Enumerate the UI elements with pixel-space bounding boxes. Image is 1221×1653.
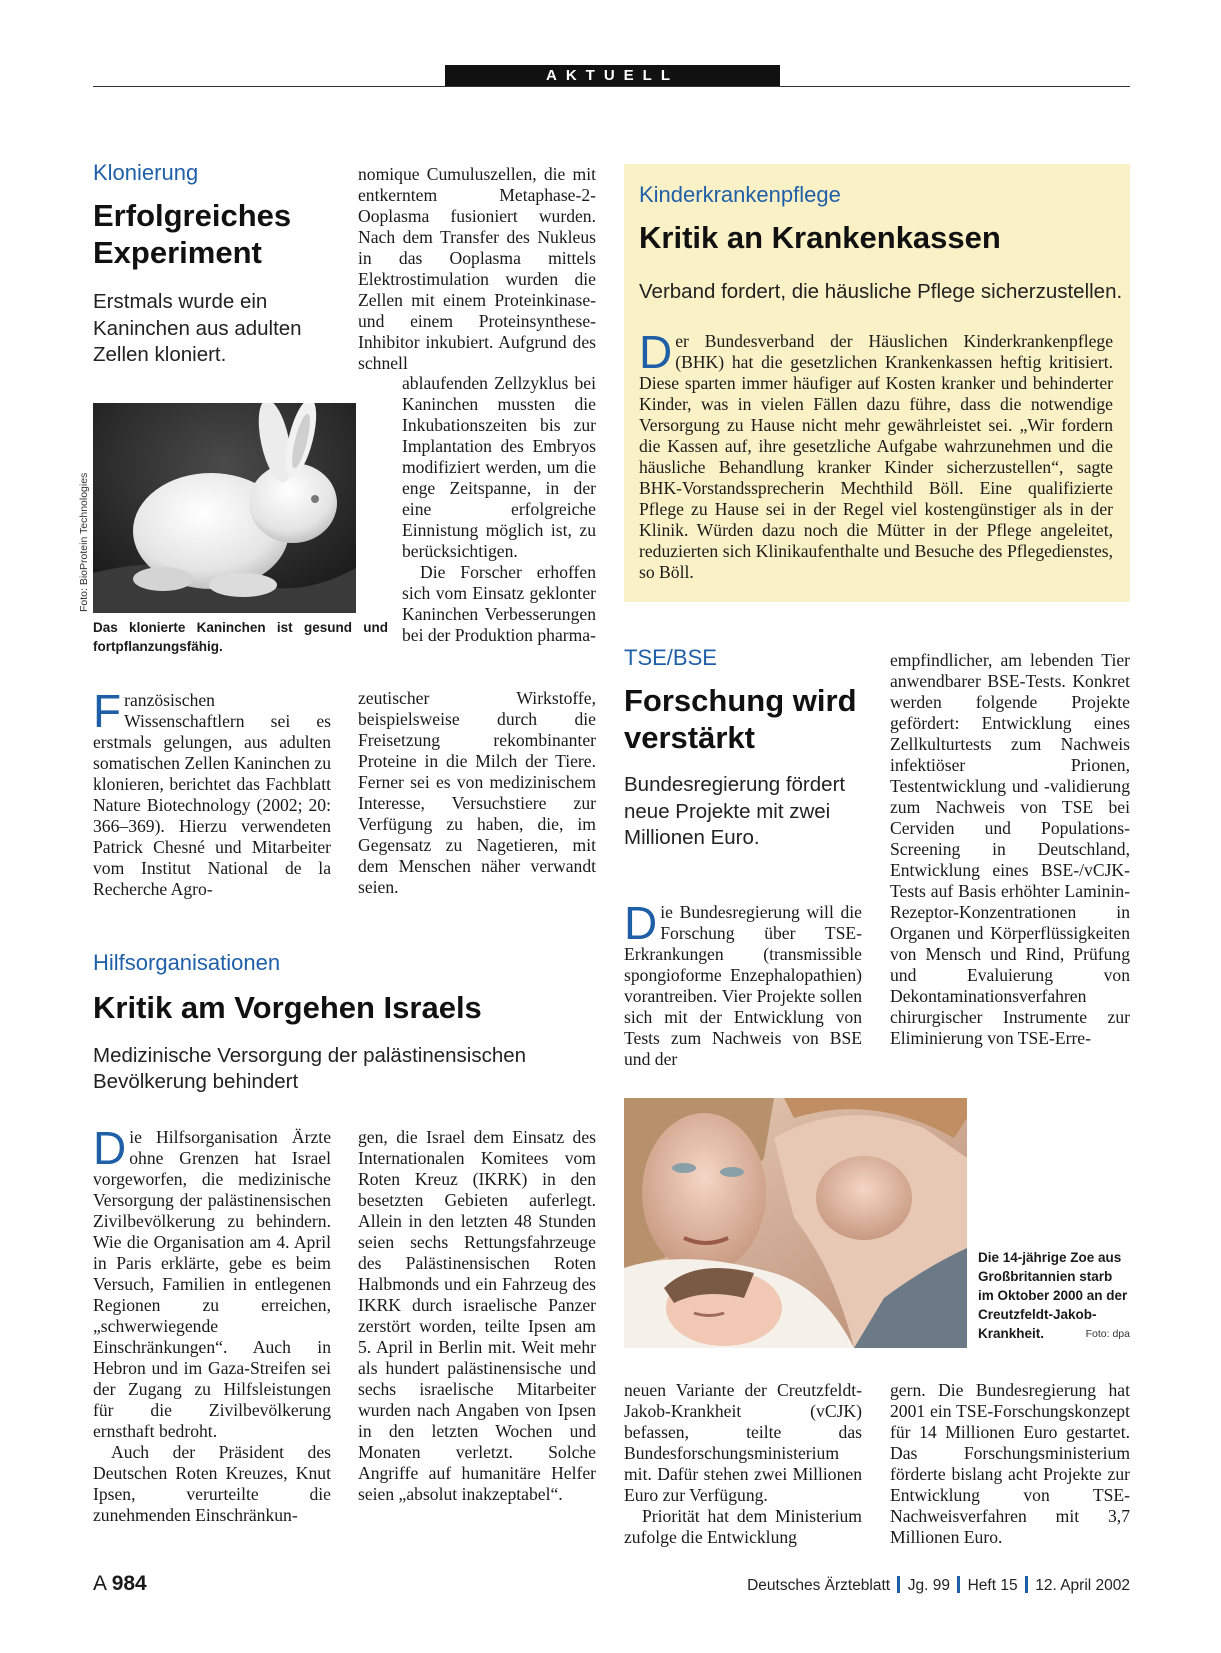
article-title-line: Erfolgreiches — [93, 198, 292, 233]
zoe-caption: Die 14-jährige Zoe aus Großbritannien starb im Oktober 2000 an der Creutzfeldt-Jakob-Krankheit. — [978, 1250, 1128, 1341]
body-text: Priorität hat dem Ministerium zufolge die Entwicklung — [624, 1506, 862, 1547]
footer-date: 12. April 2002 — [1035, 1577, 1130, 1594]
body-text: ie Hilfsorganisation Ärzte ohne Grenzen hat Israel vorgeworfen, die medizinische Versorgung der palästinensischen Zivilbevölkerung zu behindern. Wie die Organisation am 4. April in Paris erklärte, gebe es beim Versuch, Familien in entlegenen Regionen zu erreichen, „schwerwiegende Einschränkungen“. Auch in Hebron und im Gaza-Streifen sei der Zugang zu Hilfsleistungen für die Zivilbevölkerung ernsthaft bedroht. — [93, 1127, 331, 1441]
dropcap: F — [93, 685, 122, 737]
photo-credit-text: Foto: BioProtein Technologies — [78, 472, 90, 612]
zoe-photo — [624, 1098, 967, 1348]
article-title: Kritik am Vorgehen Israels — [93, 990, 482, 1025]
page-number-value: 984 — [111, 1572, 147, 1595]
footer-citation — [747, 1576, 1130, 1595]
article-kicker: Klonierung — [93, 160, 199, 185]
article-klonierung-col1 — [93, 685, 331, 900]
article-deck: Erstmals wurde ein Kaninchen aus adulten Zellen kloniert. — [93, 290, 302, 367]
dropcap: D — [639, 326, 673, 378]
article-hilfsorganisationen-head — [93, 950, 613, 1096]
article-kinderkrankenpflege-box — [624, 164, 1130, 602]
body-text: ranzösischen Wissenschaftlern sei es erstmals gelungen, aus adulten somatischen Zellen Kaninchen zu klonieren, berichtet das Fachblatt Nature Biotechnology (2002; 20: 366–369). Hierzu verwendeten Patrick Chesné und Mitarbeiter vom Institut National de la Recherche Agro- — [93, 690, 331, 899]
article-tse-col2-top — [890, 650, 1130, 1049]
footer-issue: Heft 15 — [967, 1577, 1018, 1594]
article-deck-line: Bevölkerung behindert — [93, 1070, 299, 1094]
article-klonierung-col2-top — [358, 164, 596, 374]
footer-separator — [957, 1576, 960, 1593]
article-deck: Bundesregierung fördert neue Projekte mit zwei Millionen Euro. — [624, 773, 846, 850]
body-text: Die Forscher erhoffen sich vom Einsatz geklonter Kaninchen Verbesserungen bei der Produktion pharma- — [402, 562, 596, 645]
article-hilfsorganisationen-col1 — [93, 1122, 331, 1526]
dropcap: D — [93, 1122, 127, 1174]
article-title-line: Experiment — [93, 234, 262, 270]
article-tse-col1-top — [624, 897, 862, 1070]
article-klonierung-col2-bottom — [358, 688, 596, 898]
article-title-line: Forschung wird — [624, 683, 857, 718]
body-text: gern. Die Bundesregierung hat 2001 ein TSE-Forschungskonzept für 14 Millionen Euro gestartet. Das Forschungsministerium förderte bislang acht Projekte zur Entwicklung von TSE-Nachweisverfahren mit 3,7 Millionen Euro. — [890, 1380, 1130, 1547]
article-deck — [93, 1043, 613, 1096]
body-text: nomique Cumuluszellen, die mit entkerntem Metaphase-2-Ooplasma fusioniert wurden. Nach dem Transfer des Nukleus in das Ooplasma mittels Elektrostimulation wurden die Zellen mit einem Proteinkinase- und einem Proteinsynthese-Inhibitor inkubiert. Aufgrund des schnell — [358, 164, 596, 373]
article-deck-line: Medizinische Versorgung der palästinensischen — [93, 1043, 527, 1067]
article-klonierung-col2-narrow — [402, 373, 596, 646]
dropcap: D — [624, 897, 658, 949]
article-tse-col2-bottom — [890, 1380, 1130, 1548]
rabbit-illustration — [93, 403, 356, 613]
footer-separator — [897, 1576, 900, 1593]
article-title — [93, 198, 393, 271]
article-tse-col1-bottom — [624, 1380, 862, 1548]
article-kinderkrankenpflege-body — [639, 326, 1113, 583]
article-hilfsorganisationen-col2 — [358, 1127, 596, 1505]
body-text: zeutischer Wirkstoffe, beispielsweise durch die Freisetzung rekombinanter Proteine in die Milch der Tiere. Ferner sei es von medizinischem Interesse, Versuchstiere zur Verfügung zu haben, die, im Gegensatz zu Nagetieren, mit dem Menschen näher verwandt seien. — [358, 688, 596, 897]
rabbit-caption: Das klonierte Kaninchen ist gesund und fortpflanzungsfähig. — [93, 620, 388, 654]
footer-volume: Jg. 99 — [907, 1577, 950, 1594]
footer-separator — [1025, 1576, 1028, 1593]
article-kicker: Kinderkrankenpflege — [639, 182, 841, 207]
article-kicker: TSE/BSE — [624, 645, 717, 670]
article-title — [624, 683, 864, 756]
article-klonierung-head — [93, 160, 393, 369]
header-rule — [93, 86, 1130, 87]
page-prefix: A — [93, 1572, 106, 1595]
body-text: neuen Variante der Creutzfeldt-Jakob-Krankheit (vCJK) befassen, teilte das Bundesforschungsministerium mit. Dafür stehen zwei Millionen Euro zur Verfügung. — [624, 1380, 862, 1505]
rabbit-photo — [93, 403, 356, 613]
article-title: Kritik an Krankenkassen — [639, 220, 1001, 255]
section-tab: AKTUELL — [445, 65, 780, 86]
body-text: gen, die Israel dem Einsatz des Internationalen Komitees vom Roten Kreuz (IKRK) in den besetzten Gebieten auferlegt. Allein in den letzten 48 Stunden seien sechs Rettungsfahrzeuge des Palästinensischen Roten Halbmonds und ein Fahrzeug des IKRK durch israelische Panzer zerstört worden, teilte Ipsen am 5. April in Berlin mit. Weit mehr als hundert palästinensische und sechs israelische Mitarbeiter wurden nach Angaben von Ipsen in den letzten Wochen und Monaten verletzt. Solche Angriffe auf humanitäre Helfer seien „absolut inakzeptabel“. — [358, 1127, 596, 1504]
page-number — [93, 1572, 147, 1596]
article-title-line: verstärkt — [624, 719, 755, 755]
zoe-caption-block — [978, 1248, 1130, 1340]
photo-credit-zoe: Foto: dpa — [1085, 1328, 1130, 1340]
body-text: er Bundesverband der Häuslichen Kinderkrankenpflege (BHK) hat die gesetzlichen Krankenkassen heftig kritisiert. Diese sparten immer häufiger auf Kosten kranker und behinderter Kinder, was in vielen Fällen dazu führe, dass die notwendige Versorgung zu Hause nicht mehr gewährleistet sei. „Wir fordern die Kassen auf, ihre gesetzliche Aufgabe wahrzunehmen und die häusliche Behandlung kranker Kinder sicherzustellen“, sagte BHK-Vorstandssprecherin Mechthild Böll. Eine qualifizierte Pflege zu Hause sei in der Regel viel kostengünstiger als in der Klinik. Würden dazu noch die Mütter in der Pflege angeleitet, reduzierten sich Klinikaufenthalte und Besuche des Pflegedienstes, so Böll. — [639, 331, 1113, 582]
article-tse-head — [624, 645, 864, 852]
body-text: ie Bundesregierung will die Forschung über TSE-Erkrankungen (transmissible spongioforme Enzephalopathien) vorantreiben. Vier Projekte sollen sich mit der Entwicklung von Tests zum Nachweis von BSE und der — [624, 902, 862, 1069]
article-kicker: Hilfsorganisationen — [93, 950, 281, 975]
footer-journal: Deutsches Ärzteblatt — [747, 1577, 891, 1594]
body-text: Auch der Präsident des Deutschen Roten Kreuzes, Knut Ipsen, verurteilte die zunehmenden Einschränkun- — [93, 1442, 331, 1525]
zoe-illustration — [624, 1098, 967, 1348]
body-text: ablaufenden Zellzyklus bei Kaninchen mussten die Inkubationszeiten bis zur Implantation des Embryos modifiziert werden, um die enge Zeitspanne, in der eine erfolgreiche Einnistung möglich ist, zu berücksichtigen. — [402, 373, 596, 561]
body-text: empfindlicher, am lebenden Tier anwendbarer BSE-Tests. Konkret werden folgende Projekte gefördert: Entwicklung eines Zellkulturtests zum Nachweis infektiöser Prionen, Testentwicklung und -validierung zum Nachweis von TSE bei Cerviden und Populations-Screening in Deutschland, Entwicklung eines BSE-/vCJK-Tests auf Basis erhöhter Laminin-Rezeptor-Konzentrationen in Organen und Körperflüssigkeiten von Mensch und Rind, Prüfung und Evaluierung von Dekontaminationsverfahren chirurgischer Instrumente zur Eliminierung von TSE-Erre- — [890, 650, 1130, 1048]
article-deck: Verband fordert, die häusliche Pflege sicherzustellen. — [639, 280, 1123, 303]
